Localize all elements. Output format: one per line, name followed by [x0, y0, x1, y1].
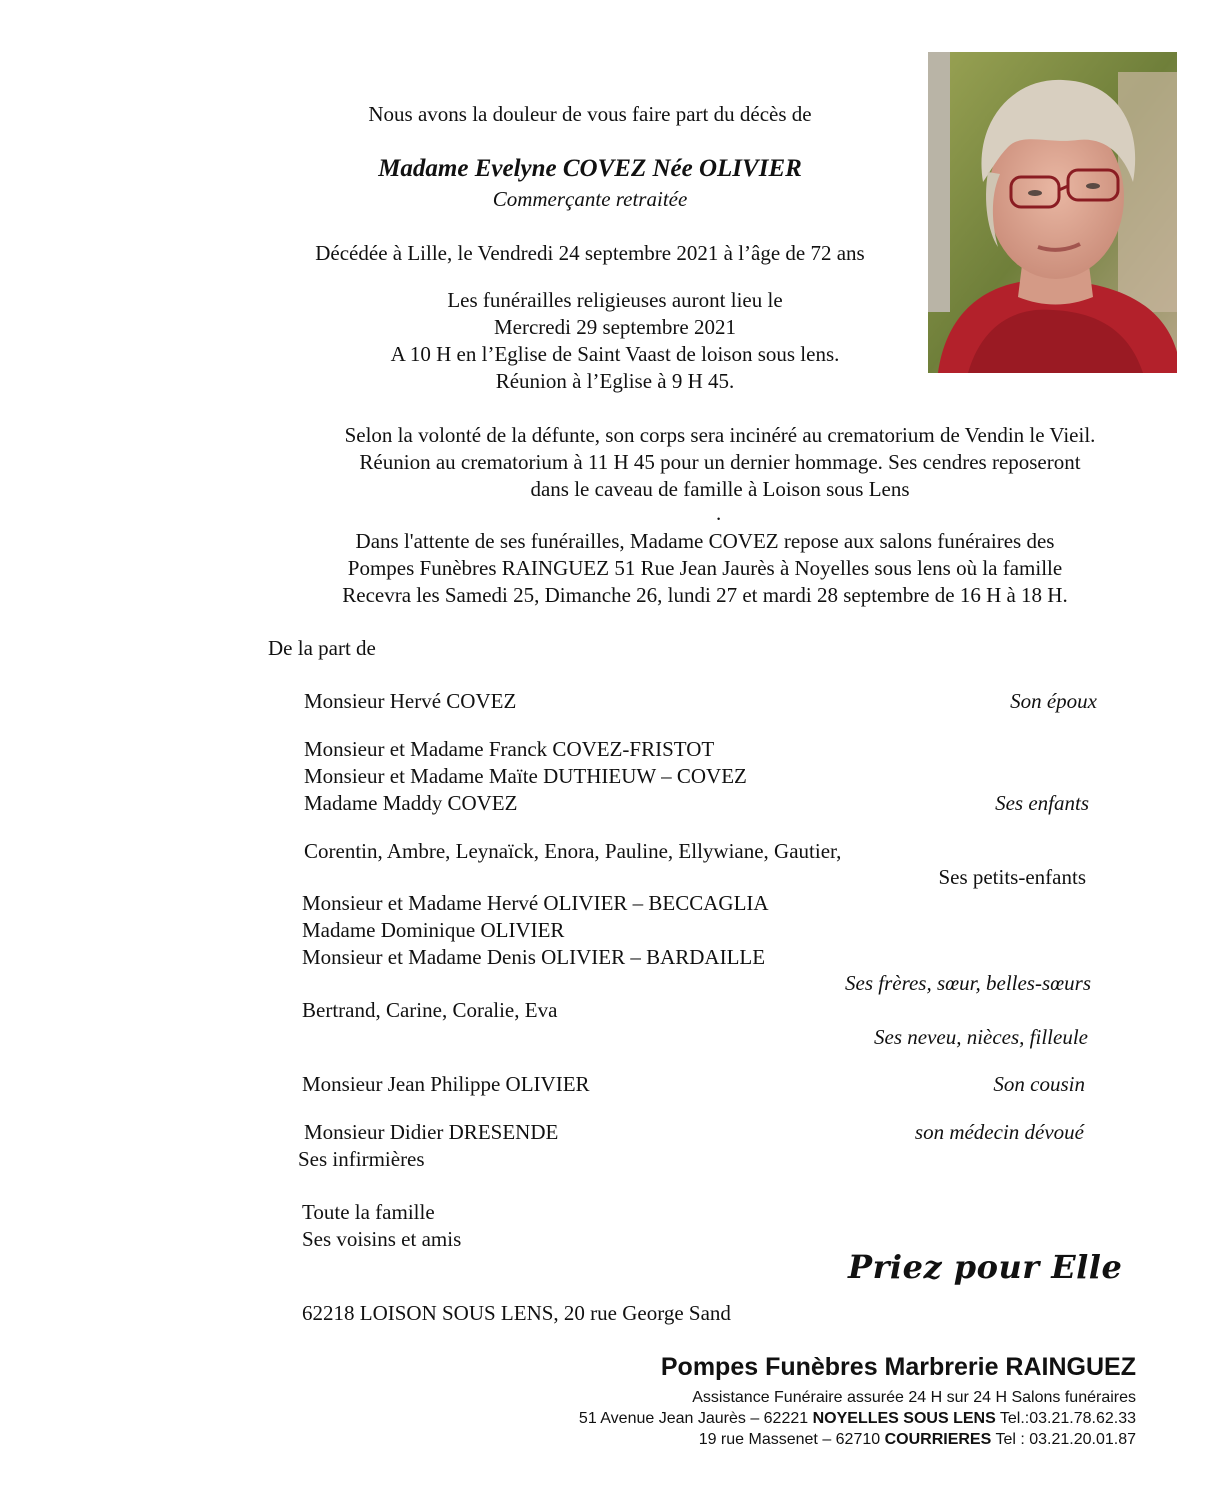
visitation-line-2: Pompes Funèbres RAINGUEZ 51 Rue Jean Jaurès à Noyelles sous lens où la famille [347, 556, 1063, 580]
funeral-line-2: Mercredi 29 septembre 2021 [493, 315, 736, 339]
doctor-role: son médecin dévoué [914, 1120, 1084, 1144]
address-line-2 [400, 1430, 1136, 1449]
funeral-line-3: A 10 H en l’Eglise de Saint Vaast de loison sous lens. [390, 342, 840, 366]
death-line: Décédée à Lille, le Vendredi 24 septembre 2021 à l’âge de 72 ans [315, 241, 865, 265]
spouse-name: Monsieur Hervé COVEZ [304, 689, 517, 713]
cremation-dot: . [716, 501, 722, 525]
spouse-role: Son époux [1010, 689, 1097, 713]
address-1-tel: Tel.:03.21.78.62.33 [995, 1410, 1136, 1427]
sibling-1: Monsieur et Madame Hervé OLIVIER – BECCAGLIA [302, 891, 769, 915]
address-2-street: 19 rue Massenet – 62710 [698, 1431, 885, 1448]
cremation-line-2: Réunion au crematorium à 11 H 45 pour un dernier hommage. Ses cendres reposeront [359, 450, 1081, 474]
family-all: Toute la famille [302, 1200, 435, 1224]
assistance-line: Assistance Funéraire assurée 24 H sur 24 H Salons funéraires [692, 1389, 1136, 1406]
grandchildren: Corentin, Ambre, Leynaïck, Enora, Pauline, Ellywiane, Gautier, [304, 839, 842, 863]
address-line-1 [400, 1409, 1136, 1428]
from-label: De la part de [268, 636, 376, 660]
cousin-name: Monsieur Jean Philippe OLIVIER [302, 1072, 590, 1096]
sibling-3: Monsieur et Madame Denis OLIVIER – BARDAILLE [302, 945, 766, 969]
child-3: Madame Maddy COVEZ [304, 791, 518, 815]
cremation-line-3: dans le caveau de famille à Loison sous Lens [530, 477, 910, 501]
profession: Commerçante retraitée [492, 187, 688, 211]
visitation-line-3: Recevra les Samedi 25, Dimanche 26, lundi 27 et mardi 28 septembre de 16 H à 18 H. [342, 583, 1068, 607]
prayer-text: Priez pour Elle [848, 1248, 1123, 1286]
doctor-name: Monsieur Didier DRESENDE [304, 1120, 559, 1144]
siblings-role: Ses frères, sœur, belles-sœurs [845, 971, 1091, 995]
family-address: 62218 LOISON SOUS LENS, 20 rue George Sand [302, 1301, 731, 1325]
deceased-name: Madame Evelyne COVEZ Née OLIVIER [378, 155, 802, 182]
nurses: Ses infirmières [298, 1147, 425, 1171]
sibling-2: Madame Dominique OLIVIER [302, 918, 565, 942]
grandchildren-role: Ses petits-enfants [938, 865, 1086, 889]
cousin-role: Son cousin [993, 1072, 1085, 1096]
child-1: Monsieur et Madame Franck COVEZ-FRISTOT [304, 737, 715, 761]
portrait-illustration [928, 52, 1177, 373]
cremation-line-1: Selon la volonté de la défunte, son corps sera incinéré au crematorium de Vendin le Vieil. [344, 423, 1096, 447]
portrait-photo [928, 52, 1177, 373]
nephews-role: Ses neveu, nièces, filleule [874, 1025, 1088, 1049]
nephews: Bertrand, Carine, Coralie, Eva [302, 998, 558, 1022]
visitation-line-1: Dans l'attente de ses funérailles, Madame COVEZ repose aux salons funéraires des [355, 529, 1055, 553]
company-name: Pompes Funèbres Marbrerie RAINGUEZ [660, 1353, 1136, 1381]
address-1-street: 51 Avenue Jean Jaurès – 62221 [578, 1410, 813, 1427]
child-2: Monsieur et Madame Maïte DUTHIEUW – COVEZ [304, 764, 747, 788]
friends: Ses voisins et amis [302, 1227, 462, 1251]
address-2-city: COURRIERES [884, 1431, 992, 1448]
children-role: Ses enfants [995, 791, 1089, 815]
address-2-tel: Tel : 03.21.20.01.87 [991, 1431, 1136, 1448]
intro-text: Nous avons la douleur de vous faire part du décès de [368, 102, 812, 126]
funeral-line-1: Les funérailles religieuses auront lieu le [447, 288, 783, 312]
address-1-city: NOYELLES SOUS LENS [812, 1410, 996, 1427]
funeral-line-4: Réunion à l’Eglise à 9 H 45. [495, 369, 735, 393]
